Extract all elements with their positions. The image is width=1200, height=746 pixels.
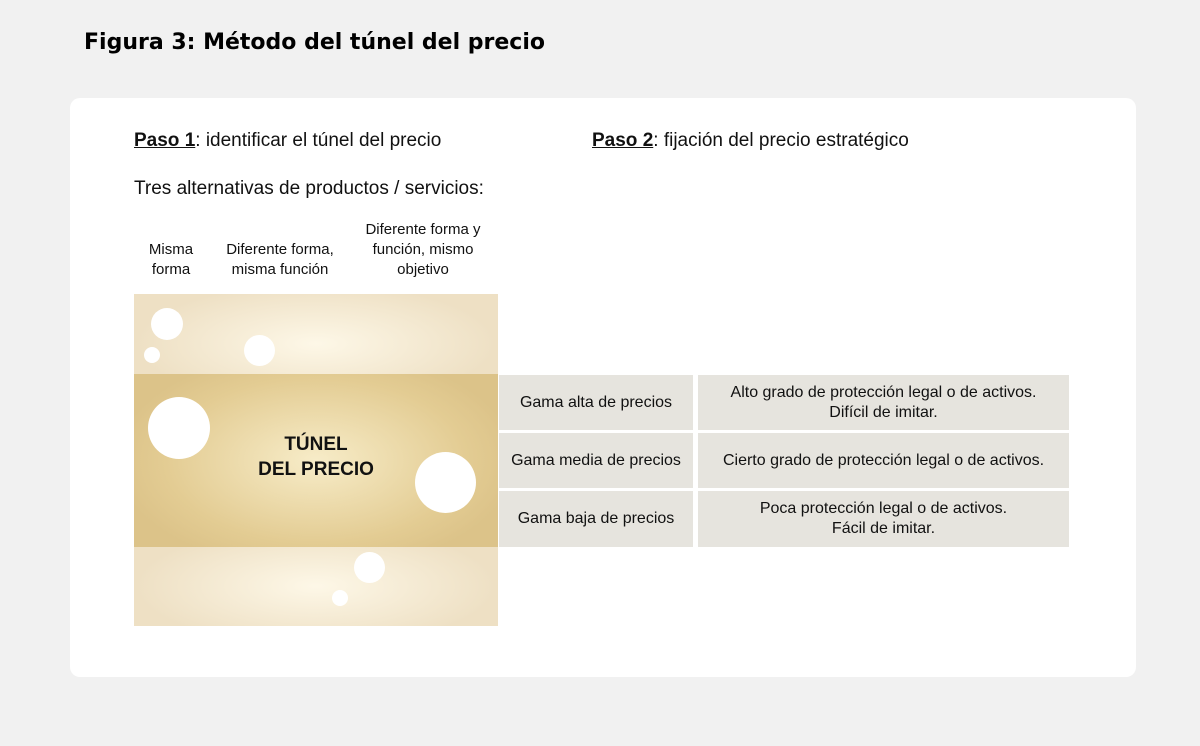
price-range-low [499,491,693,547]
bubble [332,590,348,606]
price-range-label: Gama baja de precios [517,510,675,527]
price-range-high [499,375,693,430]
bubble [151,308,183,340]
bubble [244,335,275,366]
column-header-different-form-same-function [212,240,348,280]
bubble [144,347,160,363]
step-1 [134,130,441,152]
alternatives-heading: Tres alternativas de productos / servicios: [134,178,484,199]
protection-high [698,375,1069,430]
price-tunnel-area [134,294,498,626]
price-range-mid [499,433,693,488]
price-range-label: Gama alta de precios [519,393,673,411]
step-1-text: : identificar el túnel del precio [195,130,442,151]
column-header-line: misma función [231,261,329,278]
protection-low [698,491,1069,547]
step-2-label: Paso 2 [592,130,654,151]
protection-line: Fácil de imitar. [831,520,936,537]
column-header-line: Diferente forma y [365,221,481,238]
step-2-text: : fijación del precio estratégico [653,130,909,151]
column-header-line: función, mismo [372,241,474,258]
protection-line: Cierto grado de protección legal o de activos. [722,451,1045,469]
step-2 [592,130,909,152]
figure-title: Figura 3: Método del túnel del precio [84,30,545,55]
step-1-label: Paso 1 [134,130,196,151]
column-header-line: Diferente forma, [226,241,334,258]
column-header-line: Misma [148,241,194,258]
protection-mid [698,433,1069,488]
column-header-same-form [136,240,206,280]
price-range-label: Gama media de precios [511,451,681,469]
protection-line: Poca protección legal o de activos. [759,500,1008,517]
column-header-line: forma [151,261,191,278]
column-header-different-form-function-same-objective [350,220,496,280]
column-header-line: objetivo [397,261,449,278]
price-tunnel-label-line: DEL PRECIO [258,459,374,480]
price-tunnel-label-line: TÚNEL [284,434,348,455]
protection-line: Alto grado de protección legal o de activos. [730,383,1037,401]
protection-line: Difícil de imitar. [829,403,938,421]
bubble [354,552,385,583]
price-tunnel-label [134,432,498,482]
